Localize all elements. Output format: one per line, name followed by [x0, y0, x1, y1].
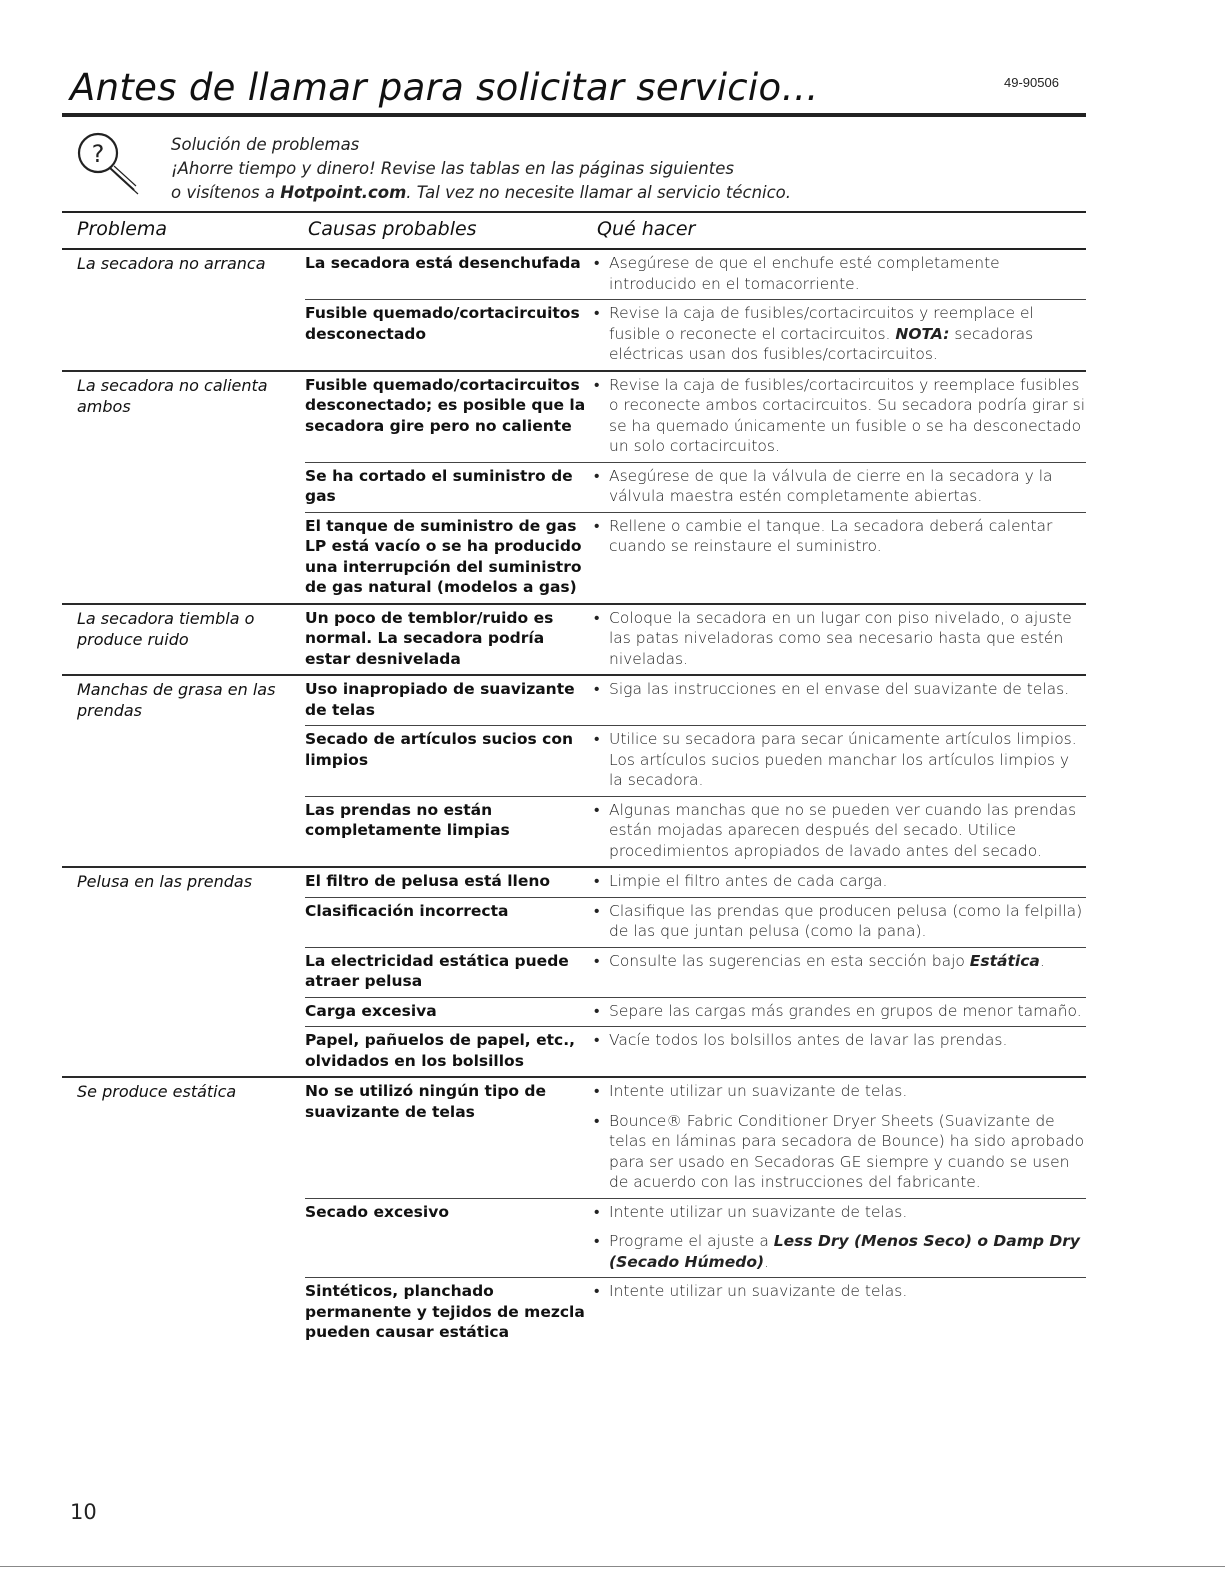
remedy-text: Vacíe todos los bolsillos antes de lavar las prendas.	[609, 1031, 1008, 1049]
table-row	[305, 676, 1086, 725]
remedy-text: Utilice su secadora para secar únicamente artículos limpios. Los artículos sucios pueden manchar los artículos limpios y la secadora.	[609, 730, 1077, 789]
cause-rows	[305, 676, 1086, 866]
problem-label: Manchas de grasa en las prendas	[77, 680, 276, 720]
table-row	[305, 796, 1086, 867]
table-row	[305, 947, 1086, 997]
problem-label: La secadora tiembla o produce ruido	[77, 608, 255, 649]
remedy-bullet	[588, 679, 1086, 700]
remedy-text: Bounce® Fabric Conditioner Dryer Sheets (Suavizante de telas en láminas para secadora de Bounce) ha sido aprobado para ser usado en Secadoras GE siempre y cuando se usen de acuerdo con las instrucciones del fabricante.	[609, 1111, 1085, 1191]
column-header-action: Qué hacer	[597, 218, 696, 240]
what-to-do	[588, 951, 1086, 992]
remedy-text: Rellene o cambie el tanque. La secadora deberá calentar cuando se reinstaure el suministro.	[609, 516, 1053, 555]
intro-text	[171, 133, 1071, 205]
question-magnifier-icon	[76, 128, 172, 208]
what-to-do	[588, 871, 1086, 892]
remedy-bullet	[588, 1081, 1086, 1102]
remedy-bullet	[588, 729, 1086, 791]
what-to-do	[588, 679, 1086, 720]
table-row	[305, 250, 1086, 299]
what-to-do	[588, 901, 1086, 942]
remedy-emphasis: Less Dry (Menos Seco) o Damp Dry (Secado Húmedo)	[609, 1232, 1080, 1271]
what-to-do	[588, 729, 1086, 791]
problem-label: Se produce estática	[77, 1082, 237, 1101]
remedy-text: Revise la caja de fusibles/cortacircuitos y reemplace fusibles o reconecte ambos cortacircuitos. Su secadora podría girar si se ha quemado únicamente un fusible o se ha desconectado un solo cortacircuitos.	[609, 375, 1086, 455]
problem-label: Pelusa en las prendas	[77, 872, 253, 891]
probable-cause: Carga excesiva	[305, 1001, 437, 1020]
remedy-text: Algunas manchas que no se pueden ver cuando las prendas están mojadas aparecen después del secado. Utilice procedimientos apropiados de lavado antes del secado.	[609, 800, 1077, 860]
document-number: 49-90506	[1004, 75, 1059, 90]
table-row	[305, 897, 1086, 947]
remedy-text: Siga las instrucciones en el envase del suavizante de telas.	[609, 680, 1070, 698]
intro-line-2: ¡Ahorre tiempo y dinero! Revise las tablas en las páginas siguientes	[171, 159, 734, 178]
remedy-text: Coloque la secadora en un lugar con piso nivelado, o ajuste las patas niveladoras como sea necesario hasta que estén niveladas.	[609, 608, 1072, 668]
remedy-bullet	[588, 1111, 1086, 1193]
cause-rows	[305, 868, 1086, 1076]
remedy-bullet	[588, 375, 1086, 457]
probable-cause: El tanque de suministro de gas LP está vacío o se ha producido una interrupción del suministro de gas natural (modelos a gas)	[305, 516, 582, 596]
what-to-do	[588, 1281, 1086, 1343]
probable-cause: Un poco de temblor/ruido es normal. La secadora podría estar desnivelada	[305, 608, 554, 668]
remedy-text: Intente utilizar un suavizante de telas.	[609, 1082, 908, 1100]
table-row	[305, 462, 1086, 512]
remedy-text-end: secadoras eléctricas usan dos fusibles/cortacircuitos.	[609, 324, 1034, 363]
svg-text:?: ?	[91, 140, 105, 168]
table-row	[305, 372, 1086, 462]
probable-cause: Secado excesivo	[305, 1202, 449, 1221]
remedy-emphasis: NOTA:	[895, 324, 950, 343]
what-to-do	[588, 516, 1086, 598]
remedy-bullet	[588, 608, 1086, 670]
probable-cause: Sintéticos, planchado permanente y tejidos de mezcla pueden causar estática	[305, 1282, 585, 1341]
page-bottom-rule	[0, 1566, 1225, 1567]
table-row	[305, 1198, 1086, 1278]
probable-cause: La electricidad estática puede atraer pelusa	[305, 951, 569, 990]
title-divider	[62, 113, 1086, 117]
what-to-do	[588, 303, 1086, 365]
probable-cause: Clasificación incorrecta	[305, 901, 509, 920]
remedy-text-end: .	[764, 1252, 769, 1271]
remedy-bullet	[588, 1231, 1086, 1272]
problem-group	[62, 250, 1086, 370]
cause-rows	[305, 605, 1086, 675]
table-row	[305, 725, 1086, 796]
table-row	[305, 1026, 1086, 1076]
probable-cause: Se ha cortado el suministro de gas	[305, 466, 573, 505]
what-to-do	[588, 253, 1086, 294]
remedy-text: Separe las cargas más grandes en grupos de menor tamaño.	[609, 1001, 1082, 1020]
remedy-text: Asegúrese de que la válvula de cierre en la secadora y la válvula maestra estén completamente abiertas.	[609, 466, 1053, 505]
what-to-do	[588, 1081, 1086, 1193]
remedy-text: Limpie el filtro antes de cada carga.	[609, 872, 888, 890]
probable-cause: Uso inapropiado de suavizante de telas	[305, 680, 575, 719]
page-title: Antes de llamar para solicitar servicio…	[70, 66, 819, 109]
problem-group	[62, 603, 1086, 675]
probable-cause: La secadora está desenchufada	[305, 254, 581, 272]
probable-cause: Fusible quemado/cortacircuitos desconectado; es posible que la secadora gire pero no caliente	[305, 375, 586, 435]
remedy-text: Programe el ajuste a	[609, 1232, 774, 1250]
column-header-problem: Problema	[77, 218, 168, 240]
remedy-text: Consulte las sugerencias en esta sección bajo	[609, 951, 970, 970]
remedy-bullet	[588, 951, 1086, 972]
probable-cause: Fusible quemado/cortacircuitos desconectado	[305, 304, 580, 343]
problem-label: La secadora no arranca	[77, 254, 266, 273]
troubleshooting-table	[0, 250, 1225, 1348]
table-top-rule	[62, 211, 1086, 213]
table-row	[305, 1078, 1086, 1198]
what-to-do	[588, 1001, 1086, 1022]
what-to-do	[588, 375, 1086, 457]
remedy-bullet	[588, 1001, 1086, 1022]
remedy-text: Intente utilizar un suavizante de telas.	[609, 1282, 908, 1300]
remedy-text: Clasifique las prendas que producen pelusa (como la felpilla) de las que juntan pelusa (como la pana).	[609, 901, 1083, 940]
table-row	[305, 997, 1086, 1027]
page-number: 10	[70, 1500, 97, 1524]
remedy-text: Intente utilizar un suavizante de telas.	[609, 1202, 908, 1221]
probable-cause: Papel, pañuelos de papel, etc., olvidados en los bolsillos	[305, 1031, 575, 1070]
cause-rows	[305, 250, 1086, 370]
remedy-bullet	[588, 871, 1086, 892]
remedy-bullet	[588, 253, 1086, 294]
remedy-emphasis: Estática	[969, 951, 1040, 970]
table-row	[305, 605, 1086, 675]
probable-cause: El filtro de pelusa está lleno	[305, 872, 551, 890]
probable-cause: No se utilizó ningún tipo de suavizante de telas	[305, 1082, 547, 1121]
column-header-causes: Causas probables	[308, 218, 477, 240]
remedy-bullet	[588, 1202, 1086, 1223]
table-row	[305, 1277, 1086, 1348]
table-row	[305, 868, 1086, 897]
remedy-bullet	[588, 303, 1086, 365]
what-to-do	[588, 1030, 1086, 1071]
cause-rows	[305, 1078, 1086, 1348]
intro-line-3: o visítenos a Hotpoint.com. Tal vez no necesite llamar al servicio técnico.	[171, 183, 792, 202]
what-to-do	[588, 608, 1086, 670]
remedy-bullet	[588, 901, 1086, 942]
probable-cause: Las prendas no están completamente limpias	[305, 800, 510, 839]
problem-label: La secadora no calienta ambos	[77, 375, 268, 416]
what-to-do	[588, 466, 1086, 507]
problem-group	[62, 1076, 1086, 1348]
cause-rows	[305, 372, 1086, 603]
remedy-bullet	[588, 466, 1086, 507]
probable-cause: Secado de artículos sucios con limpios	[305, 730, 574, 769]
what-to-do	[588, 800, 1086, 862]
remedy-bullet	[588, 800, 1086, 862]
intro-subtitle: Solución de problemas	[171, 135, 360, 154]
table-row	[305, 512, 1086, 603]
remedy-bullet	[588, 1030, 1086, 1051]
problem-group	[62, 370, 1086, 603]
problem-group	[62, 674, 1086, 866]
remedy-text-end: .	[1039, 951, 1045, 970]
remedy-bullet	[588, 516, 1086, 557]
what-to-do	[588, 1202, 1086, 1273]
table-row	[305, 299, 1086, 370]
remedy-text: Asegúrese de que el enchufe esté completamente introducido en el tomacorriente.	[609, 254, 1000, 293]
problem-group	[62, 866, 1086, 1076]
remedy-text: Revise la caja de fusibles/cortacircuitos y reemplace el fusible o reconecte el cortacircuitos.	[609, 304, 1034, 343]
hotpoint-link[interactable]: Hotpoint.com	[280, 183, 407, 202]
remedy-bullet	[588, 1281, 1086, 1302]
